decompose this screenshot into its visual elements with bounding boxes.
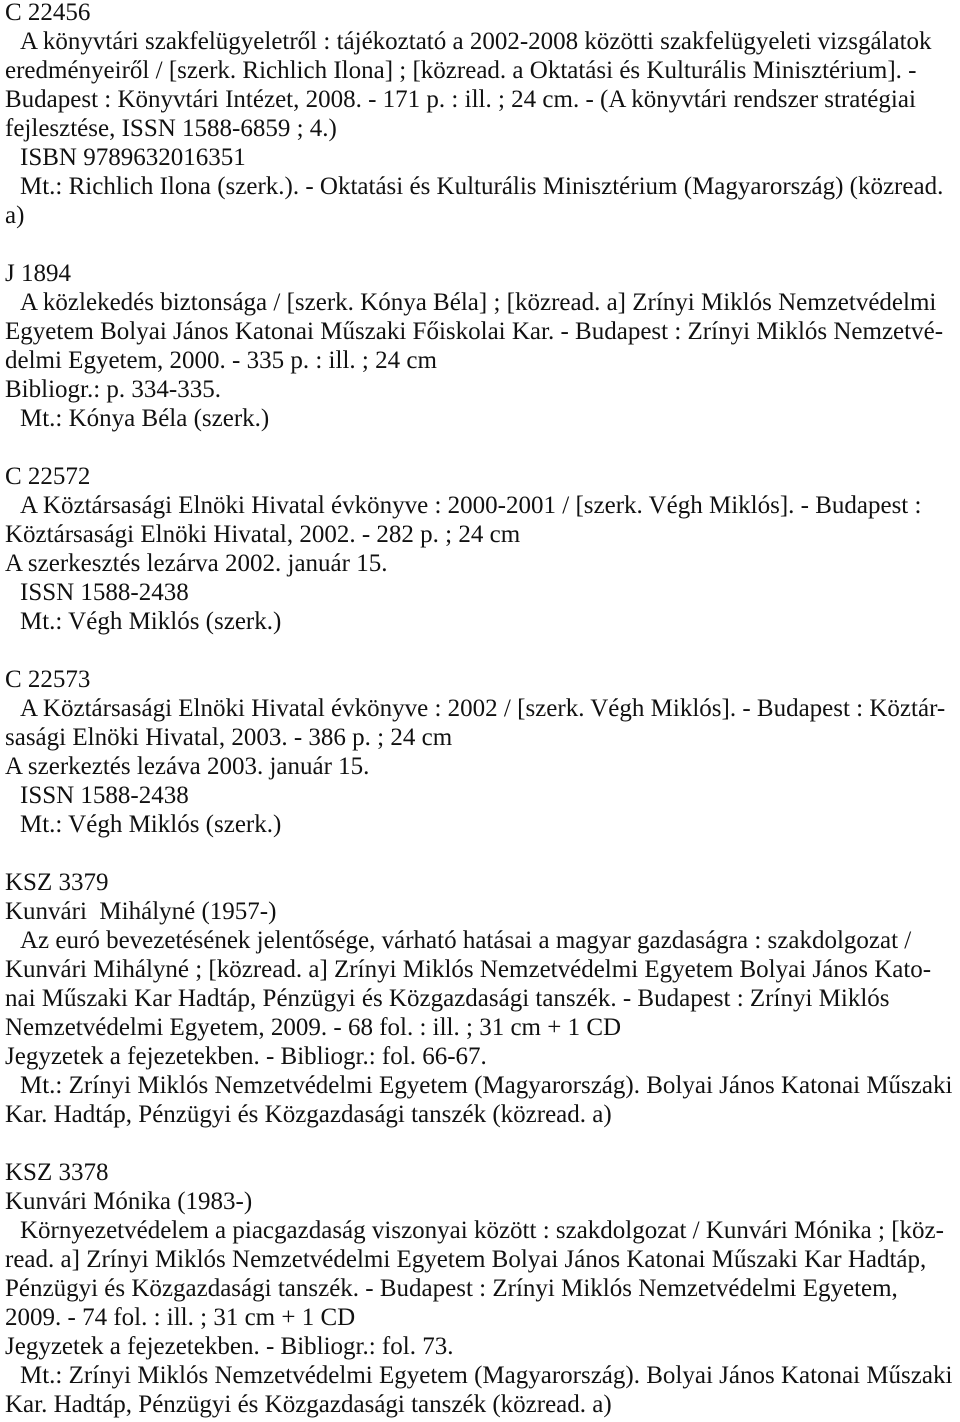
record-shelfmark: J 1894 [5,260,71,287]
record-contributors: Mt.: Richlich Ilona (szerk.). - Oktatási és Kulturális Minisztérium (Magyarország) (közread. [20,173,944,200]
record-line: eredményeiről / [szerk. Richlich Ilona] ; [közread. a Oktatási és Kulturális Minisztérium]. - [5,57,917,84]
record-line: Pénzügyi és Közgazdasági tanszék. - Budapest : Zrínyi Miklós Nemzetvédelmi Egyetem, [5,1275,898,1302]
record-line: delmi Egyetem, 2000. - 335 p. : ill. ; 24 cm [5,347,437,374]
record-note: Bibliogr.: p. 334-335. [5,376,221,403]
record-note: Jegyzetek a fejezetekben. - Bibliogr.: fol. 66-67. [5,1043,487,1070]
record-line: Kar. Hadtáp, Pénzügyi és Közgazdasági tanszék (közread. a) [5,1101,612,1128]
record-shelfmark: C 22572 [5,463,91,490]
record-line: Kar. Hadtáp, Pénzügyi és Közgazdasági tanszék (közread. a) [5,1391,612,1418]
record-note: A szerkeztés lezáva 2003. január 15. [5,753,370,780]
record-line: 2009. - 74 fol. : ill. ; 31 cm + 1 CD [5,1304,356,1331]
record-issn: ISSN 1588-2438 [20,782,189,809]
record-note: A szerkesztés lezárva 2002. január 15. [5,550,388,577]
record-shelfmark: C 22456 [5,0,91,26]
record-shelfmark: KSZ 3378 [5,1159,109,1186]
record-title-line: A Köztársasági Elnöki Hivatal évkönyve : 2000-2001 / [szerk. Végh Miklós]. - Budapest : [20,492,922,519]
record-author: Kunvári Mihályné (1957-) [5,898,277,925]
record-title-line: Az euró bevezetésének jelentősége, várható hatásai a magyar gazdaságra : szakdolgozat / [20,927,912,954]
catalog-record [5,868,960,1129]
catalog-record [5,462,960,636]
record-line: Budapest : Könyvtári Intézet, 2008. - 171 p. : ill. ; 24 cm. - (A könyvtári rendszer stratégiai [5,86,916,113]
record-contributors: Mt.: Kónya Béla (szerk.) [20,405,270,432]
record-line: Köztársasági Elnöki Hivatal, 2002. - 282 p. ; 24 cm [5,521,521,548]
record-title-line: Környezetvédelem a piacgazdaság viszonyai között : szakdolgozat / Kunvári Mónika ; [köz- [20,1217,944,1244]
record-shelfmark: KSZ 3379 [5,869,109,896]
record-line: nai Műszaki Kar Hadtáp, Pénzügyi és Közgazdasági tanszék. - Budapest : Zrínyi Miklós [5,985,890,1012]
record-contributors: Mt.: Zrínyi Miklós Nemzetvédelmi Egyetem (Magyarország). Bolyai János Katonai Műszaki [20,1072,953,1099]
record-author: Kunvári Mónika (1983-) [5,1188,253,1215]
record-issn: ISSN 1588-2438 [20,579,189,606]
catalog-record [5,665,960,839]
catalog-record [5,0,960,230]
record-line: read. a] Zrínyi Miklós Nemzetvédelmi Egyetem Bolyai János Katonai Műszaki Kar Hadtáp, [5,1246,927,1273]
record-note: Jegyzetek a fejezetekben. - Bibliogr.: fol. 73. [5,1333,454,1360]
catalog-record [5,259,960,433]
record-line: Egyetem Bolyai János Katonai Műszaki Főiskolai Kar. - Budapest : Zrínyi Miklós Nemzetvé- [5,318,944,345]
record-isbn: ISBN 9789632016351 [20,144,246,171]
record-line: sasági Elnöki Hivatal, 2003. - 386 p. ; 24 cm [5,724,453,751]
record-title-line: A könyvtári szakfelügyeletről : tájékoztató a 2002-2008 közötti szakfelügyeleti vizsgálatok [20,28,932,55]
record-title-line: A közlekedés biztonsága / [szerk. Kónya Béla] ; [közread. a] Zrínyi Miklós Nemzetvédelmi [20,289,937,316]
record-line: Nemzetvédelmi Egyetem, 2009. - 68 fol. : ill. ; 31 cm + 1 CD [5,1014,622,1041]
record-contributors: Mt.: Zrínyi Miklós Nemzetvédelmi Egyetem (Magyarország). Bolyai János Katonai Műszaki [20,1362,953,1389]
record-contributors: Mt.: Végh Miklós (szerk.) [20,811,282,838]
record-contributors: Mt.: Végh Miklós (szerk.) [20,608,282,635]
record-shelfmark: C 22573 [5,666,91,693]
record-title-line: A Köztársasági Elnöki Hivatal évkönyve : 2002 / [szerk. Végh Miklós]. - Budapest : Köztár- [20,695,946,722]
record-line: Kunvári Mihályné ; [közread. a] Zrínyi Miklós Nemzetvédelmi Egyetem Bolyai János Kato- [5,956,932,983]
record-line: a) [5,202,25,229]
record-line: fejlesztése, ISSN 1588-6859 ; 4.) [5,115,337,142]
catalog-record [5,1158,960,1419]
